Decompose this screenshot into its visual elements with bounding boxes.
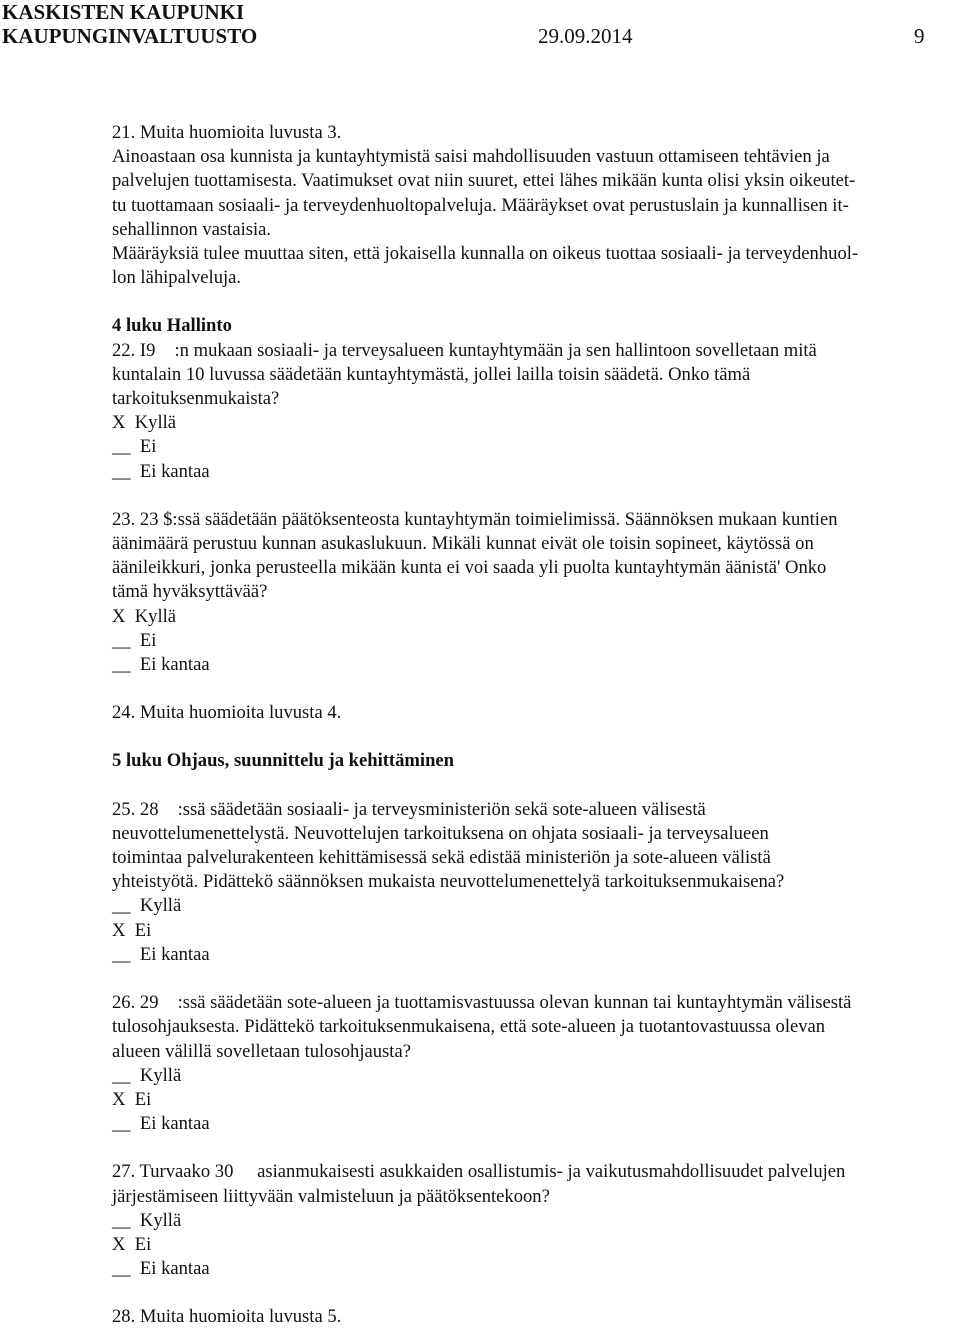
item-24: 24. Muita huomioita luvusta 4. [112,702,342,724]
page-number: 9 [914,24,925,48]
answer-option: X Kyllä [112,412,177,434]
paragraph-line: palvelujen tuottamisesta. Vaatimukset ovat niin suuret, ettei lähes mikään kunta olisi yksin oikeutet- [112,170,856,192]
item-28: 28. Muita huomioita luvusta 5. [112,1306,342,1328]
question-23-line: tämä hyväksyttävää? [112,581,268,603]
paragraph-line: sehallinnon vastaisia. [112,218,272,240]
question-22-line: kuntalain 10 luvussa säädetään kuntayhtymästä, jollei lailla toisin säädetä. Onko tämä [112,363,751,385]
question-26-line: 26. 29  :ssä säädetään sote-alueen ja tuottamisvastuussa olevan kunnan tai kuntayhtymän välisestä [112,992,852,1014]
question-26-line: tulosohjauksesta. Pidättekö tarkoituksenmukaisena, että sote-alueen ja tuotantovastuussa olevan [112,1016,826,1038]
question-25-line: yhteistyötä. Pidättekö säännöksen mukaista neuvottelumenettelyä tarkoituksenmukaisena? [112,871,785,893]
council-name: KAUPUNGINVALTUUSTO [2,24,258,48]
answer-option: __ Kyllä [112,1064,182,1086]
answer-option: __ Ei kantaa [112,1113,210,1135]
paragraph-line: Ainoastaan osa kunnista ja kuntayhtymistä saisi mahdollisuuden vastuun ottamiseen tehtävien ja [112,146,830,168]
item-21: 21. Muita huomioita luvusta 3. [112,122,342,143]
question-25-line: neuvottelumenettelystä. Neuvottelujen tarkoituksena on ohjata sosiaali- ja terveysalueen [112,822,769,844]
answer-option: __ Ei kantaa [112,943,210,965]
question-25-line: toimintaa palvelurakenteen kehittämisessä sekä edistää ministeriön ja sote-alueen välistä [112,847,771,869]
paragraph-line: Määräyksiä tulee muuttaa siten, että jokaisella kunnalla on oikeus tuottaa sosiaali- ja terveydenhuol- [112,243,859,265]
answer-option: __ Ei kantaa [112,654,210,676]
meeting-date: 29.09.2014 [538,24,633,48]
answer-option: X Ei [112,919,152,941]
document-body [112,121,942,1330]
question-25-line: 25. 28  :ssä säädetään sosiaali- ja terveysministeriön sekä sote-alueen välisestä [112,798,706,820]
answer-option: X Kyllä [112,605,177,627]
answer-option: __ Ei kantaa [112,1258,210,1280]
question-23-line: 23. 23 $:ssä säädetään päätöksenteosta kuntayhtymän toimielimissä. Säännöksen mukaan kuntien [112,508,838,530]
answer-option: X Ei [112,1088,152,1110]
answer-option: __ Kyllä [112,895,182,917]
question-22-line: 22. I9  :n mukaan sosiaali- ja terveysalueen kuntayhtymään ja sen hallintoon sovelletaan mitä [112,339,817,361]
answer-option: __ Ei [112,436,157,458]
question-27-line: 27. Turvaako 30   asianmukaisesti asukkaiden osallistumis- ja vaikutusmahdollisuudet palvelujen [112,1161,846,1183]
paragraph-line: tu tuottamaan sosiaali- ja terveydenhuoltopalveluja. Määräykset ovat perustuslain ja kunnallisen it- [112,194,849,216]
answer-option: __ Kyllä [112,1209,182,1231]
question-22-line: tarkoituksenmukaista? [112,388,280,410]
answer-option: __ Ei [112,629,157,651]
organization-name: KASKISTEN KAUPUNKI [2,0,245,24]
chapter-5-heading: 5 luku Ohjaus, suunnittelu ja kehittäminen [112,750,455,772]
question-27-line: järjestämiseen liittyvään valmisteluun ja päätöksentekoon? [112,1185,550,1207]
question-23-line: äänimäärä perustuu kunnan asukaslukuun. Mikäli kunnat eivät ole toisin sopineet, käytössä on [112,533,814,555]
question-26-line: alueen välillä sovelletaan tulosohjausta? [112,1040,411,1062]
question-23-line: äänileikkuri, jonka perusteella mikään kunta ei voi saada yli puolta kuntayhtymän äänistä' Onko [112,557,827,579]
answer-option: __ Ei kantaa [112,460,210,482]
answer-option: X Ei [112,1233,152,1255]
chapter-4-heading: 4 luku Hallinto [112,315,232,337]
paragraph-line: lon lähipalveluja. [112,267,242,289]
